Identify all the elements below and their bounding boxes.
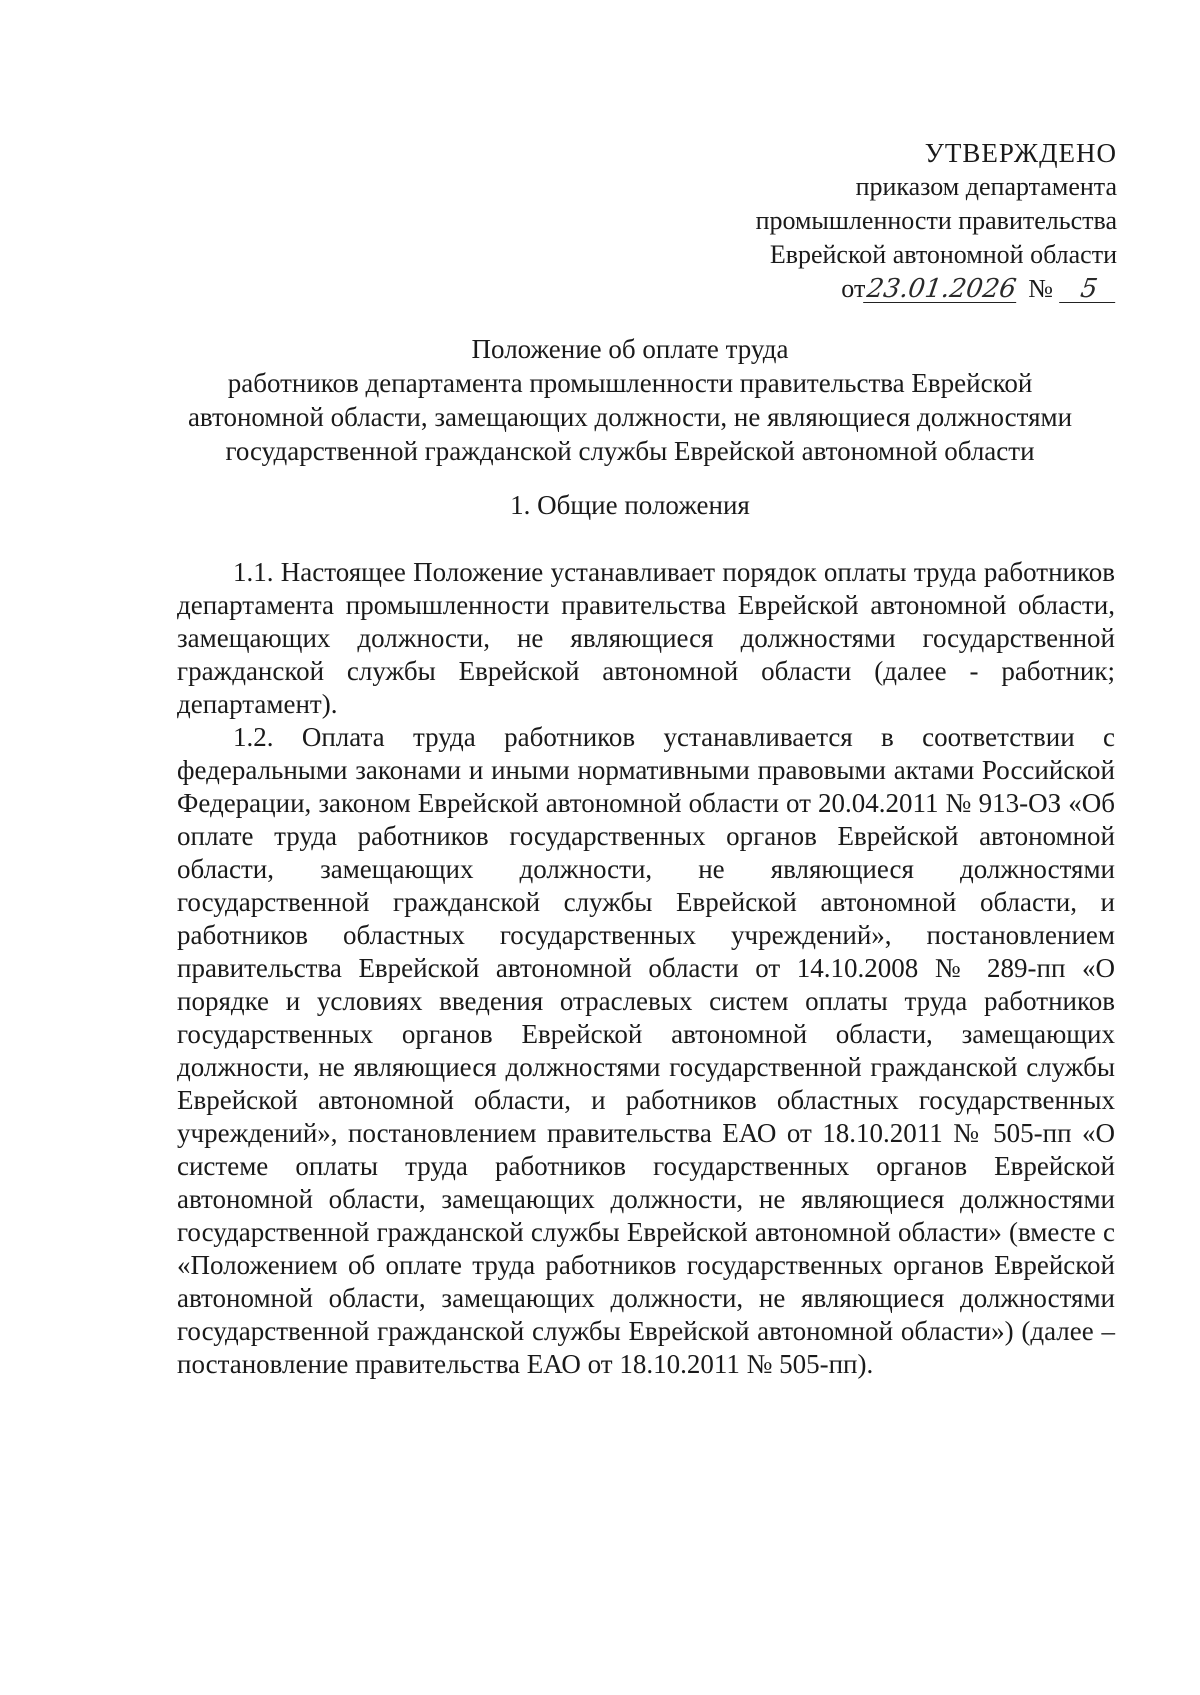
- title-line-3: автономной области, замещающих должности, не являющиеся должностями: [187, 402, 1073, 432]
- handwritten-number: 5: [1059, 276, 1119, 303]
- handwritten-date: 23.01.2026: [865, 274, 1019, 304]
- section-heading: 1. Общие положения: [510, 490, 750, 520]
- title-line-1: Положение об оплате труда: [471, 334, 789, 364]
- title-line-2: работников департамента промышленности правительства Еврейской: [227, 368, 1033, 398]
- paragraph-1-2: 1.2. Оплата труда работников устанавливается в соответствии с федеральными законами и иными нормативными правовыми актами Российской Федерации, законом Еврейской автономной области от 20.04.2011 № 913-ОЗ «Об оплате труда работников государственных органов Еврейской автономной области, замещающих должности, не являющиеся должностями государственной гражданской службы Еврейской автономной области, и работников областных государственных учреждений», постановлением правительства Еврейской автономной области от 14.10.2008 № 289-пп «О порядке и условиях введения отраслевых систем оплаты труда работников государственных органов Еврейской автономной области, замещающих должности, не являющиеся должностями государственной гражданской службы Еврейской автономной области, и работников областных государственных учреждений», постановлением правительства ЕАО от 18.10.2011 № 505-пп «О системе оплаты труда работников государственных органов Еврейской автономной области, замещающих должности, не являющиеся должностями государственной гражданской службы Еврейской автономной области» (вместе с «Положением об оплате труда работников государственных органов Еврейской автономной области, замещающих должности, не являющиеся должностями государственной гражданской службы Еврейской автономной области») (далее – постановление правительства ЕАО от 18.10.2011 № 505-пп).: [177, 722, 1115, 1379]
- title-line-4: государственной гражданской службы Еврейской автономной области: [225, 436, 1035, 466]
- approval-line-3: Еврейской автономной области: [769, 240, 1117, 269]
- document-title: [150, 332, 1110, 468]
- approval-date-line: [756, 272, 1117, 306]
- date-prefix: от: [841, 274, 866, 303]
- approval-stamp-word: УТВЕРЖДЕНО: [924, 138, 1117, 168]
- document-body: [177, 556, 1115, 1381]
- approval-line-2: промышленности правительства: [755, 206, 1117, 235]
- approval-block: [756, 136, 1117, 306]
- approval-line-1: приказом департамента: [855, 172, 1117, 201]
- paragraph-1-1: 1.1. Настоящее Положение устанавливает порядок оплаты труда работников департамента промышленности правительства Еврейской автономной области, замещающих должности, не являющиеся должностями государственной гражданской службы Еврейской автономной области (далее - работник; департамент).: [177, 557, 1115, 719]
- number-sign: №: [1028, 274, 1053, 303]
